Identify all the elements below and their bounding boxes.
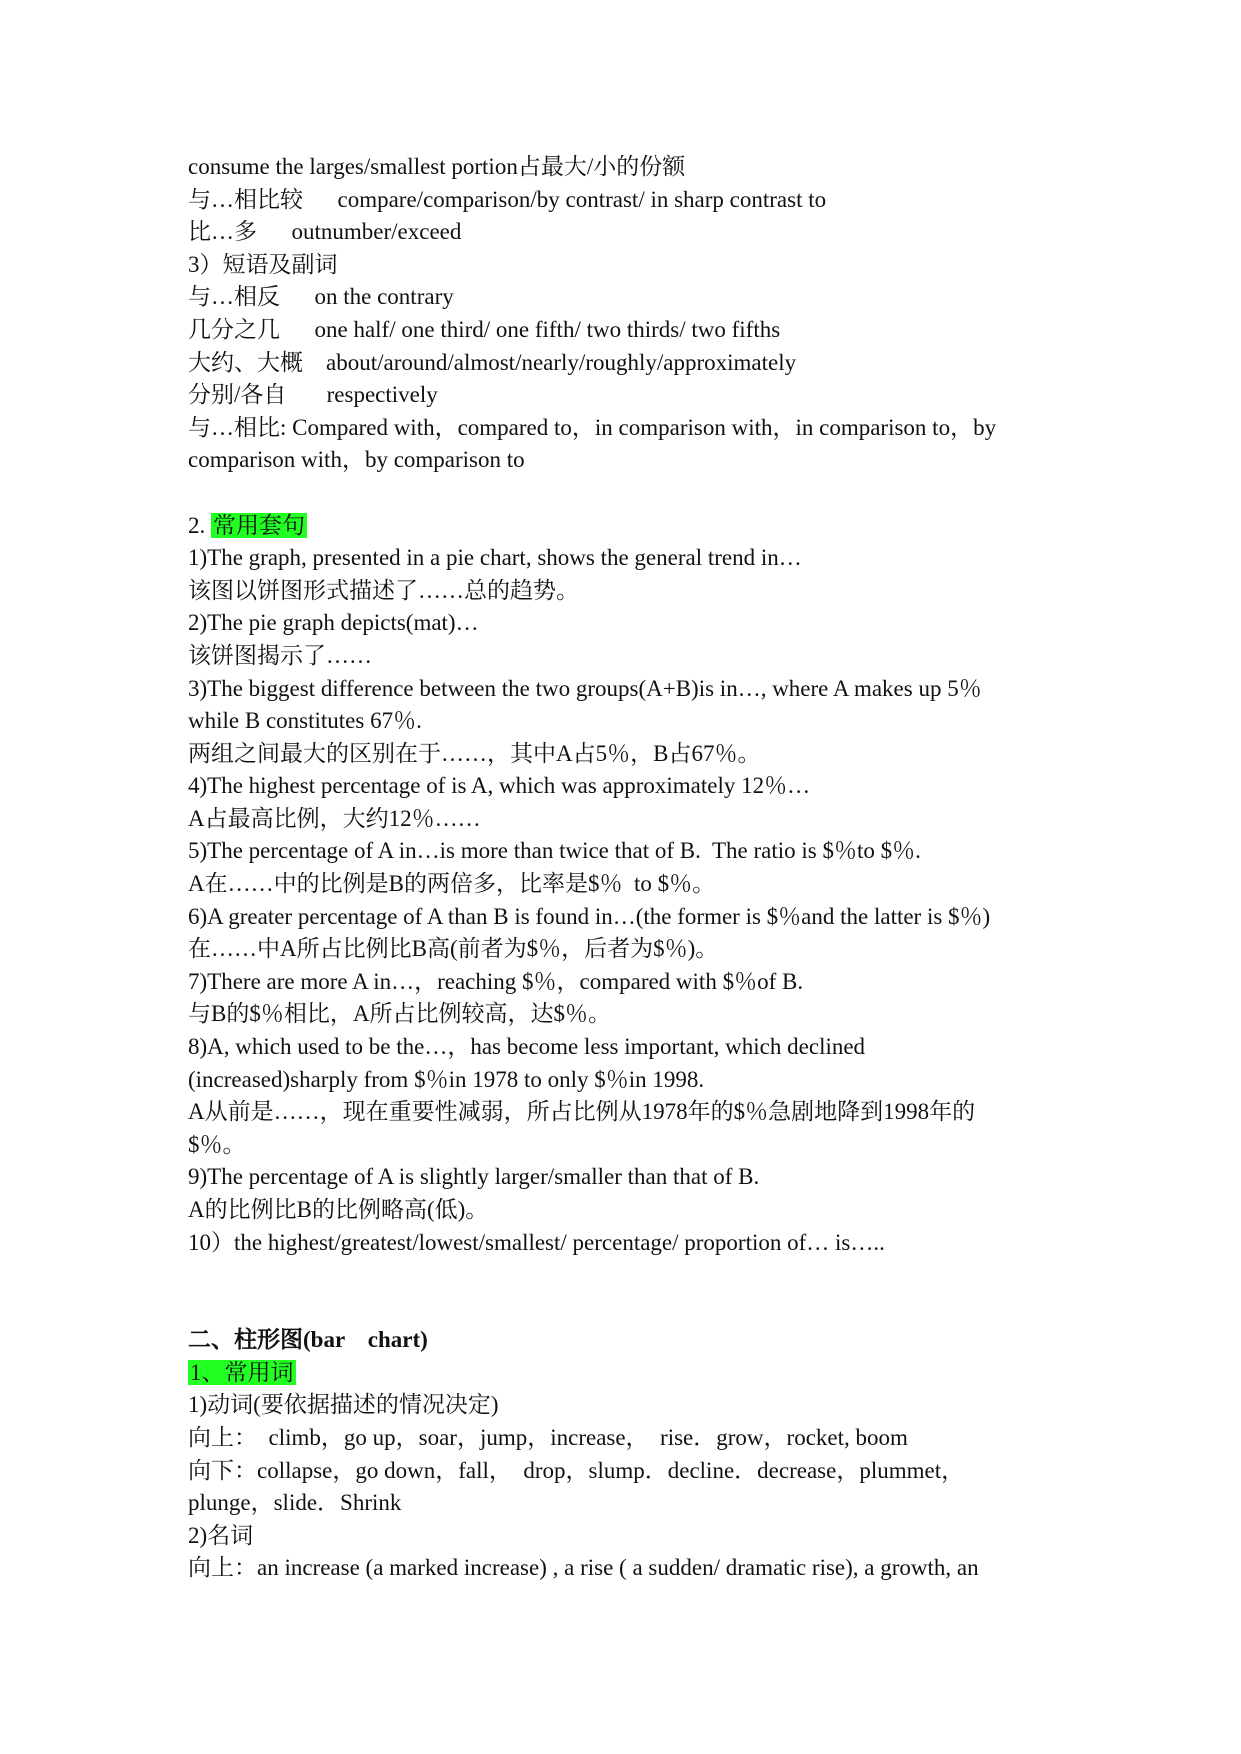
text-line: 6)A greater percentage of A than B is found in…(the former is $％and the latter is $％) [188, 903, 991, 929]
text-line: 在……中A所占比例比B高(前者为$％，后者为$％)。 [188, 936, 719, 962]
text-line: 10）the highest/greatest/lowest/smallest/ percentage/ proportion of… is….. [188, 1229, 885, 1255]
subsection-heading: 3）短语及副词 [188, 251, 338, 277]
text-line: 与B的$％相比，A所占比例较高，达$％。 [188, 1001, 611, 1027]
text-line: 2)The pie graph depicts(mat)… [188, 610, 479, 636]
text-line: 比…多 outnumber/exceed [188, 219, 462, 245]
text-line: 该图以饼图形式描述了……总的趋势。 [188, 577, 579, 603]
text-line: 7)There are more A in…，reaching $％，compared with $％of B. [188, 968, 804, 994]
text-line: while B constitutes 67％. [188, 708, 422, 734]
text-line: 4)The highest percentage of is A, which was approximately 12％… [188, 773, 811, 799]
text-line: 9)The percentage of A is slightly larger/smaller than that of B. [188, 1164, 760, 1190]
text-line: 8)A, which used to be the…，has become less important, which declined [188, 1034, 866, 1060]
text-line: 1)The graph, presented in a pie chart, shows the general trend in… [188, 545, 802, 571]
text-line: plunge，slide．Shrink [188, 1490, 402, 1516]
highlighted-subheading: 1、常用词 [190, 1359, 294, 1385]
text-line: 2)名词 [188, 1522, 254, 1548]
highlighted-section-title: 常用套句 [213, 512, 305, 538]
text-line: 几分之几 one half/ one third/ one fifth/ two thirds/ two fifths [188, 316, 781, 342]
page-content [188, 151, 1088, 1585]
text-line: 3)The biggest difference between the two groups(A+B)is in…, where A makes up 5％ [188, 675, 982, 701]
text-line: A占最高比例，大约12％…… [188, 805, 481, 831]
phrase-list-bottom [188, 1389, 1088, 1585]
blank-line [188, 477, 1088, 510]
text-line: 该饼图揭示了…… [188, 642, 372, 668]
text-line: 两组之间最大的区别在于……，其中A占5％，B占67％。 [188, 740, 761, 766]
text-line: 向下：collapse，go down，fall， drop，slump．decline．decrease，plummet， [188, 1457, 965, 1483]
text-line: A的比例比B的比例略高(低)。 [188, 1197, 489, 1222]
text-line: comparison with，by comparison to [188, 447, 525, 473]
text-line: 与…相比较 compare/comparison/by contrast/ in sharp contrast to [188, 186, 827, 212]
bar-chart-subheading [188, 1357, 1088, 1390]
bar-chart-heading: 二、柱形图(bar chart) [188, 1327, 428, 1353]
text-line: 与…相比: Compared with，compared to，in comparison with，in comparison to，by [188, 414, 997, 440]
text-line: 大约、大概 about/around/almost/nearly/roughly/approximately [188, 349, 797, 375]
text-line: 分别/各自 respectively [188, 382, 438, 408]
text-line: 与…相反 on the contrary [188, 284, 454, 310]
text-line: consume the larges/smallest portion占最大/小的份额 [188, 154, 686, 179]
phrase-list-sentences [188, 542, 1088, 1259]
phrase-list-top [188, 151, 1088, 477]
text-line: A从前是……，现在重要性减弱，所占比例从1978年的$％急剧地降到1998年的 [188, 1099, 976, 1125]
section-number: 2. [188, 512, 211, 538]
text-line: 5)The percentage of A in…is more than twice that of B. The ratio is $％to $％. [188, 838, 921, 864]
text-line: A在……中的比例是B的两倍多，比率是$％ to $％。 [188, 871, 716, 897]
section-heading-2 [188, 510, 1088, 543]
text-line: (increased)sharply from $％in 1978 to only $％in 1998. [188, 1066, 705, 1092]
text-line: $％。 [188, 1131, 246, 1157]
text-line: 向上： climb，go up，soar，jump，increase， rise．grow，rocket, boom [188, 1424, 908, 1450]
text-line: 1)动词(要依据描述的情况决定) [188, 1392, 499, 1418]
text-line: 向上：an increase (a marked increase) , a rise ( a sudden/ dramatic rise), a growth, an [188, 1555, 979, 1581]
blank-line [188, 1259, 1088, 1324]
